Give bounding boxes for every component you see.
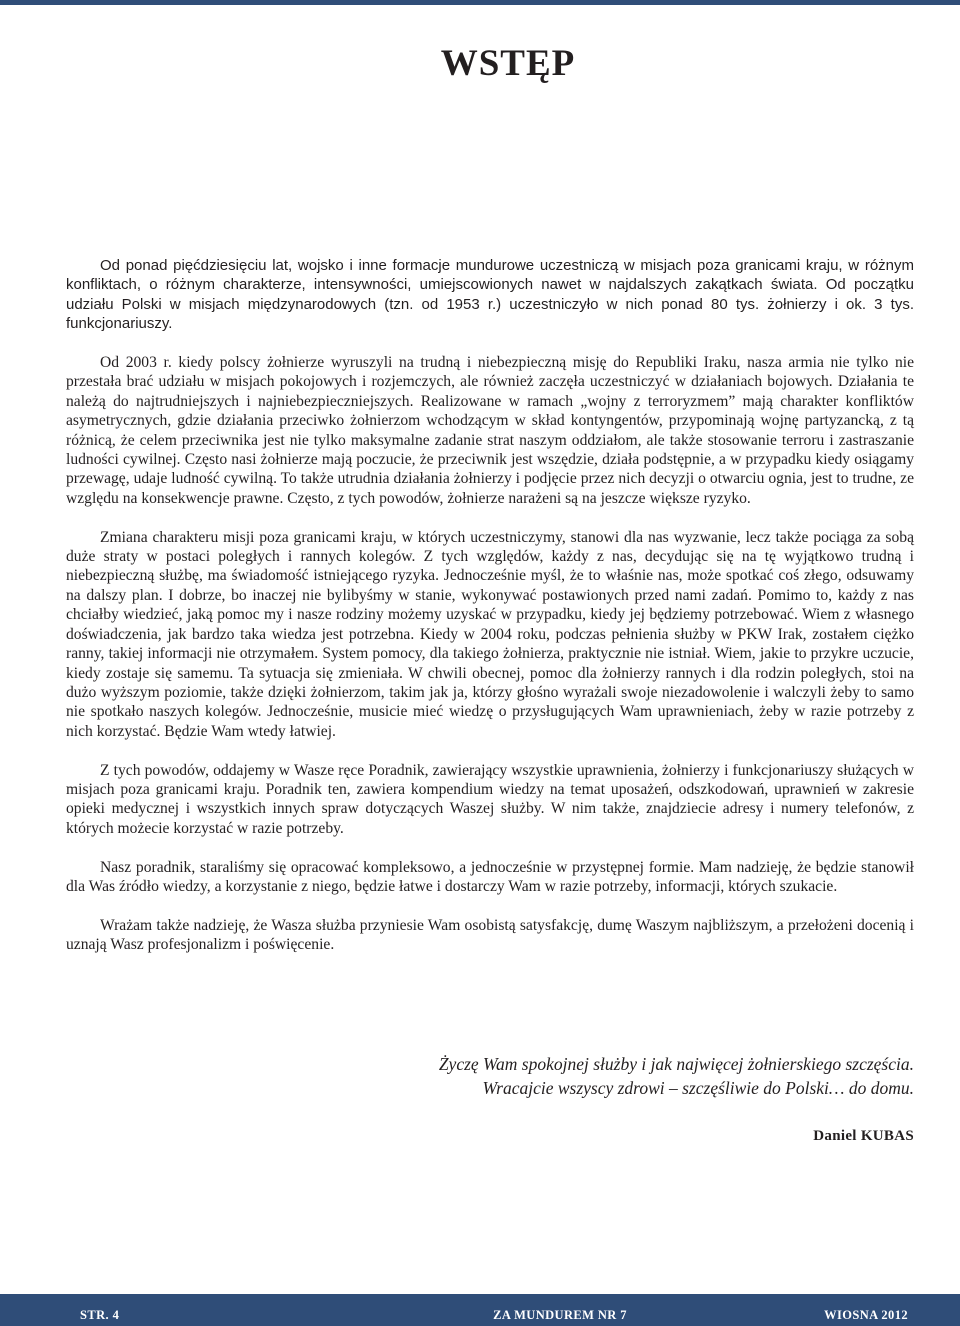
- paragraph-iraq: Od 2003 r. kiedy polscy żołnierze wyruszyli na trudną i niebezpieczną misję do Republiki Iraku, nasza armia nie tylko nie przestała brać udziału w misjach pokojowych i rozjemczych, ale również zaczęła uczestniczyć w działaniach bojowych. Działania te należą do najtrudniejszych i najniebezpieczniejszych. Realizowane w ramach „wojny z terroryzmem” mają charakter konfliktów asymetrycznych, gdzie działania przeciwko żołnierzom wchodzącym w skład kontyngentów, przypominają wojnę partyzancką, z tą różnicą, że celem przeciwnika jest nie tylko maksymalne zadanie strat naszym oddziałom, ale także stosowanie terroru i zastraszanie ludności cywilnej. Często nasi żołnierze mają poczucie, że przeciwnik jest wszędzie, działa podstępnie, a w przypadku kiedy osiągamy przewagę, udaje ludność cywilną. To także utrudnia działania żołnierzy i podjęcie przez nich decyzji o otwarciu ognia, jest to trudne, ze względu na konsekwencje prawne. Często, z tych powodów, żołnierze narażeni są na jeszcze większe ryzyko.: [66, 354, 914, 507]
- footer-page-number: STR. 4: [80, 1308, 120, 1322]
- page-footer: [0, 1294, 960, 1326]
- paragraph-mission-change: Zmiana charakteru misji poza granicami kraju, w których uczestniczymy, stanowi dla nas wyzwanie, lecz także pociąga za sobą duże straty w postaci poległych i rannych kolegów. Z tych względów, każdy z nas, decydując się na tę wyjątkowo trudną i niebezpieczną służbę, ma świadomość istniejącego ryzyka. Jednocześnie myśl, że to właśnie nas, może spotkać coś złego, odsuwamy na dalszy plan. I dobrze, bo inaczej nie bylibyśmy w stanie, wykonywać postawionych przed nami zadań. Pomimo to, każdy z nas chciałby wiedzieć, jaką pomoc my i nasze rodziny możemy uzyskać w przypadku, kiedy jej będziemy potrzebować. Wiem z własnego doświadczenia, jak bardzo taka wiedza jest potrzebna. Kiedy w 2004 roku, podczas pełnienia służby w PKW Irak, zostałem ciężko ranny, takiej informacji nie otrzymałem. System pomocy, dla takiego żołnierza, praktycznie nie istniał. Wiem, jakie to przykre uczucie, kiedy zostaje się samemu. Ta sytuacja się zmieniała. W chwili obecnej, pomoc dla żołnierzy rannych i dla rodzin poległych, stoi na dużo wyższym poziomie, także dzięki żołnierzom, takim jak ja, którzy głośno wyrażali swoje niezadowolenie i walczyli żeby to samo nie spotkało naszych kolegów. Jednocześnie, musicie mieć wiedzę o przysługujących Wam uprawnieniach, żeby w razie potrzeby z nich korzystać. Będzie Wam wtedy łatwiej.: [66, 528, 914, 740]
- closing-line-2: Wracajcie wszyscy zdrowi – szczęśliwie do Polski… do domu.: [482, 1078, 914, 1098]
- footer-issue-season: WIOSNA 2012: [824, 1308, 908, 1322]
- article-body: [66, 256, 914, 974]
- closing-line-1: Życzę Wam spokojnej służby i jak najwięcej żołnierskiego szczęścia.: [438, 1054, 914, 1074]
- paragraph-guide: Z tych powodów, oddajemy w Wasze ręce Poradnik, zawierający wszystkie uprawnienia, żołnierzy i funkcjonariuszy służących w misjach poza granicami kraju. Poradnik ten, zawiera kompendium wiedzy na temat uposażeń, odszkodowań, uprawnień w zakresie opieki medycznej i wszystkich innych spraw dotyczących Waszej służby. W nim także, znajdziecie adresy i numery telefonów, z których możecie korzystać w razie potrzeby.: [66, 761, 914, 837]
- paragraph-accessible: Nasz poradnik, staraliśmy się opracować kompleksowo, a jednocześnie w przystępnej formie. Mam nadzieję, że będzie stanowił dla Was źródło wiedzy, a korzystanie z niego, będzie łatwe i dostarczy Wam w razie potrzeby, informacji, których szukacie.: [66, 858, 914, 895]
- page-title: WSTĘP: [440, 43, 576, 84]
- footer-magazine-title: ZA MUNDUREM NR 7: [493, 1308, 627, 1322]
- paragraph-wishes: Wrażam także nadzieję, że Wasza służba przyniesie Wam osobistą satysfakcję, dumę Waszym najbliższym, a przełożeni docenią i uznają Wasz profesjonalizm i poświęcenie.: [66, 916, 914, 954]
- closing-wishes: [439, 1052, 914, 1100]
- top-accent-bar: [0, 0, 960, 5]
- author-signature: Daniel KUBAS: [813, 1128, 914, 1144]
- paragraph-intro: Od ponad pięćdziesięciu lat, wojsko i inne formacje mundurowe uczestniczą w misjach poza granicami kraju, w różnym konfliktach, o różnym charakterze, intensywności, umiejscowionych nawet w najdalszych zakątkach świata. Od początku udziału Polski w misjach międzynarodowych (tzn. od 1953 r.) uczestniczyło w nich ponad 80 tys. żołnierzy i ok. 3 tys. funkcjonariuszy.: [66, 257, 914, 333]
